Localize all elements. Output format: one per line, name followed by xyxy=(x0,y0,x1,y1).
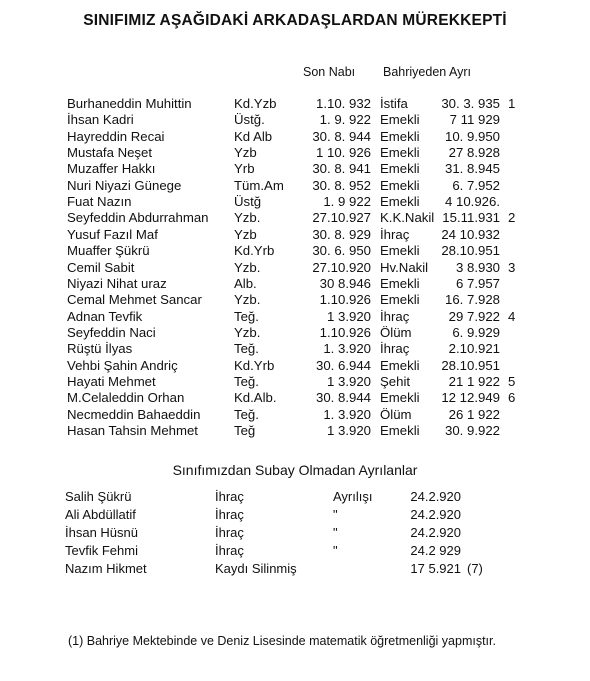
list-item xyxy=(0,525,590,540)
member-rank: Yzb. xyxy=(234,324,261,340)
member-note: 1 xyxy=(508,96,516,111)
member-status: Hv.Nakil xyxy=(380,259,429,275)
member-name: Muaffer Şükrü xyxy=(67,243,150,259)
member-status: İhraç xyxy=(380,308,410,324)
member-rank: Yrb xyxy=(234,161,255,177)
member-date-ayrilis: 26 1 922 xyxy=(448,406,500,422)
table-row xyxy=(0,341,590,357)
leaver-label: " xyxy=(333,525,338,540)
table-row xyxy=(0,358,590,374)
table-row xyxy=(0,423,590,439)
member-status: Emekli xyxy=(380,112,420,128)
member-note: 2 xyxy=(508,210,516,226)
table-row xyxy=(0,210,590,226)
member-status: Emekli xyxy=(380,194,420,210)
member-status: Emekli xyxy=(380,275,420,291)
member-status: Emekli xyxy=(380,390,420,406)
table-row xyxy=(0,243,590,259)
member-date-son-nabi: 1 3.920 xyxy=(327,308,371,324)
member-name: Niyazi Nihat uraz xyxy=(67,275,167,291)
member-status: Ölüm xyxy=(380,406,412,422)
member-date-son-nabi: 30. 8. 929 xyxy=(312,226,371,242)
member-note: 3 xyxy=(508,259,516,275)
member-date-ayrilis: 6. 9.929 xyxy=(452,324,500,340)
table-row xyxy=(0,390,590,406)
leaver-label: Ayrılışı xyxy=(333,489,373,504)
member-date-ayrilis: 30. 9.922 xyxy=(445,423,500,438)
member-date-son-nabi: 27.10.920 xyxy=(312,259,371,275)
leaver-name: Salih Şükrü xyxy=(65,489,132,504)
member-date-ayrilis: 2.10.921 xyxy=(448,341,500,357)
table-row xyxy=(0,374,590,390)
member-rank: Tüm.Am xyxy=(234,177,284,193)
leaver-name: Tevfik Fehmi xyxy=(65,543,138,558)
member-status: Şehit xyxy=(380,373,411,389)
member-name: Rüştü İlyas xyxy=(67,341,133,357)
member-date-ayrilis: 4 10.926. xyxy=(445,194,500,210)
member-rank: Teğ. xyxy=(234,308,259,324)
member-name: Yusuf Fazıl Maf xyxy=(67,226,158,242)
member-name: Cemal Mehmet Sancar xyxy=(67,292,202,308)
leaver-note: (7) xyxy=(467,561,483,576)
section-subtitle: Sınıfımızdan Subay Olmadan Ayrılanlar xyxy=(172,462,418,478)
member-status: Emekli xyxy=(380,292,420,308)
member-date-ayrilis: 6 7.957 xyxy=(456,275,500,291)
table-row xyxy=(0,309,590,325)
leaver-date: 24.2.920 xyxy=(410,489,461,504)
member-rank: Yzb xyxy=(234,145,257,161)
member-date-son-nabi: 30. 8.944 xyxy=(316,390,371,406)
member-date-son-nabi: 1. 9 922 xyxy=(323,194,371,210)
member-date-ayrilis: 3 8.930 xyxy=(456,259,500,275)
member-name: Mustafa Neşet xyxy=(67,145,153,161)
member-status: Emekli xyxy=(380,145,420,161)
member-name: Adnan Tevfik xyxy=(67,308,143,324)
member-date-ayrilis: 10. 9.950 xyxy=(445,128,500,144)
member-note: 5 xyxy=(508,373,516,389)
member-status: Emekli xyxy=(380,177,420,193)
member-rank: Teğ. xyxy=(234,406,259,422)
footnote: (1) Bahriye Mektebinde ve Deniz Lisesinde matematik öğretmenliği yapmıştır. xyxy=(68,634,496,648)
member-date-ayrilis: 12 12.949 xyxy=(441,390,500,406)
member-rank: Yzb xyxy=(234,226,257,242)
member-status: Emekli xyxy=(380,161,420,177)
member-note: 6 xyxy=(508,390,516,406)
member-date-ayrilis: 7 11 929 xyxy=(449,112,500,128)
table-row xyxy=(0,129,590,145)
member-name: Hayreddin Recai xyxy=(67,128,165,144)
member-name: Nuri Niyazi Günege xyxy=(67,177,182,193)
table-row xyxy=(0,96,590,112)
member-name: Necmeddin Bahaeddin xyxy=(67,406,201,422)
member-status: İstifa xyxy=(380,96,408,111)
leaver-label: " xyxy=(333,543,338,558)
member-rank: Teğ. xyxy=(234,373,259,389)
member-date-son-nabi: 1. 9. 922 xyxy=(319,112,371,128)
member-name: M.Celaleddin Orhan xyxy=(67,390,185,406)
member-status: Emekli xyxy=(380,128,420,144)
table-row xyxy=(0,194,590,210)
table-row xyxy=(0,325,590,341)
member-status: Emekli xyxy=(380,357,420,373)
member-name: Seyfeddin Naci xyxy=(67,324,156,340)
member-date-ayrilis: 28.10.951 xyxy=(441,243,500,259)
member-date-son-nabi: 30 8.946 xyxy=(319,275,371,291)
member-date-son-nabi: 1. 3.920 xyxy=(323,406,371,422)
member-status: Emekli xyxy=(380,423,420,438)
member-note: 4 xyxy=(508,308,516,324)
table-row xyxy=(0,178,590,194)
leaver-name: İhsan Hüsnü xyxy=(65,525,138,540)
member-date-ayrilis: 24 10.932 xyxy=(441,226,500,242)
leaver-date: 17 5.921 xyxy=(410,561,461,576)
member-date-son-nabi: 27.10.927 xyxy=(312,210,371,226)
member-status: Ölüm xyxy=(380,324,412,340)
member-name: İhsan Kadri xyxy=(67,112,134,128)
list-item xyxy=(0,507,590,522)
member-name: Vehbi Şahin Andriç xyxy=(67,357,178,373)
leaver-label: " xyxy=(333,507,338,522)
member-date-ayrilis: 27 8.928 xyxy=(448,145,500,161)
member-date-ayrilis: 28.10.951 xyxy=(441,357,500,373)
member-date-son-nabi: 1 10. 926 xyxy=(316,145,371,161)
member-rank: Yzb. xyxy=(234,210,261,226)
member-date-ayrilis: 21 1 922 xyxy=(448,373,500,389)
member-rank: Üstğ xyxy=(234,194,262,210)
member-rank: Üstğ. xyxy=(234,112,265,128)
leaver-date: 24.2 929 xyxy=(410,543,461,558)
leaver-name: Ali Abdüllatif xyxy=(65,507,136,522)
member-date-son-nabi: 30. 8. 952 xyxy=(312,177,371,193)
member-name: Cemil Sabit xyxy=(67,259,135,275)
table-row xyxy=(0,260,590,276)
list-item xyxy=(0,489,590,504)
member-rank: Kd.Alb. xyxy=(234,390,277,406)
member-name: Hayati Mehmet xyxy=(67,373,156,389)
member-date-ayrilis: 16. 7.928 xyxy=(445,292,500,308)
table-row xyxy=(0,292,590,308)
member-status: İhraç xyxy=(380,226,410,242)
leaver-date: 24.2.920 xyxy=(410,507,461,522)
member-date-son-nabi: 30. 8. 944 xyxy=(312,128,371,144)
column-header-son-nabi: Son Nabı xyxy=(303,65,356,79)
leaver-type: Kaydı Silinmiş xyxy=(215,561,297,576)
leaver-type: İhraç xyxy=(215,507,244,522)
leaver-date: 24.2.920 xyxy=(410,525,461,540)
member-date-son-nabi: 30. 6. 950 xyxy=(312,243,371,259)
member-rank: Yzb. xyxy=(234,292,261,308)
leaver-name: Nazım Hikmet xyxy=(65,561,147,576)
member-date-son-nabi: 1. 3.920 xyxy=(323,341,371,357)
member-name: Fuat Nazın xyxy=(67,194,132,210)
table-row xyxy=(0,145,590,161)
table-row xyxy=(0,276,590,292)
member-date-ayrilis: 31. 8.945 xyxy=(445,161,500,177)
member-date-son-nabi: 30. 8. 941 xyxy=(312,161,371,177)
member-date-ayrilis: 30. 3. 935 xyxy=(441,96,500,111)
member-rank: Yzb. xyxy=(234,259,261,275)
member-rank: Kd.Yzb xyxy=(234,96,277,111)
member-date-son-nabi: 1.10.926 xyxy=(319,324,371,340)
member-date-son-nabi: 1 3.920 xyxy=(327,373,371,389)
member-name: Burhaneddin Muhittin xyxy=(67,96,192,111)
member-name: Muzaffer Hakkı xyxy=(67,161,156,177)
table-row xyxy=(0,112,590,128)
member-name: Hasan Tahsin Mehmet xyxy=(67,423,198,438)
leaver-type: İhraç xyxy=(215,525,244,540)
page-title: SINIFIMIZ AŞAĞIDAKİ ARKADAŞLARDAN MÜREKKEPTİ xyxy=(83,12,507,29)
table-row xyxy=(0,161,590,177)
member-rank: Teğ. xyxy=(234,341,259,357)
member-rank: Teğ xyxy=(234,423,256,438)
list-item xyxy=(0,543,590,558)
member-rank: Kd.Yrb xyxy=(234,243,275,259)
column-header-bahriyeden: Bahriyeden Ayrı xyxy=(383,65,472,79)
list-item xyxy=(0,561,590,576)
leaver-type: İhraç xyxy=(215,489,244,504)
member-status: K.K.Nakil xyxy=(380,210,435,226)
member-date-son-nabi: 1 3.920 xyxy=(327,423,371,438)
member-date-ayrilis: 6. 7.952 xyxy=(452,177,500,193)
member-rank: Kd Alb xyxy=(234,128,273,144)
member-name: Seyfeddin Abdurrahman xyxy=(67,210,209,226)
table-row xyxy=(0,227,590,243)
member-date-son-nabi: 1.10. 932 xyxy=(316,96,371,111)
member-date-son-nabi: 1.10.926 xyxy=(319,292,371,308)
member-date-ayrilis: 29 7.922 xyxy=(448,308,500,324)
member-date-son-nabi: 30. 6.944 xyxy=(316,357,371,373)
member-status: İhraç xyxy=(380,341,410,357)
member-status: Emekli xyxy=(380,243,420,259)
member-rank: Kd.Yrb xyxy=(234,357,275,373)
member-date-ayrilis: 15.11.931 xyxy=(442,210,500,226)
leaver-type: İhraç xyxy=(215,543,244,558)
member-rank: Alb. xyxy=(234,275,257,291)
table-row xyxy=(0,407,590,423)
